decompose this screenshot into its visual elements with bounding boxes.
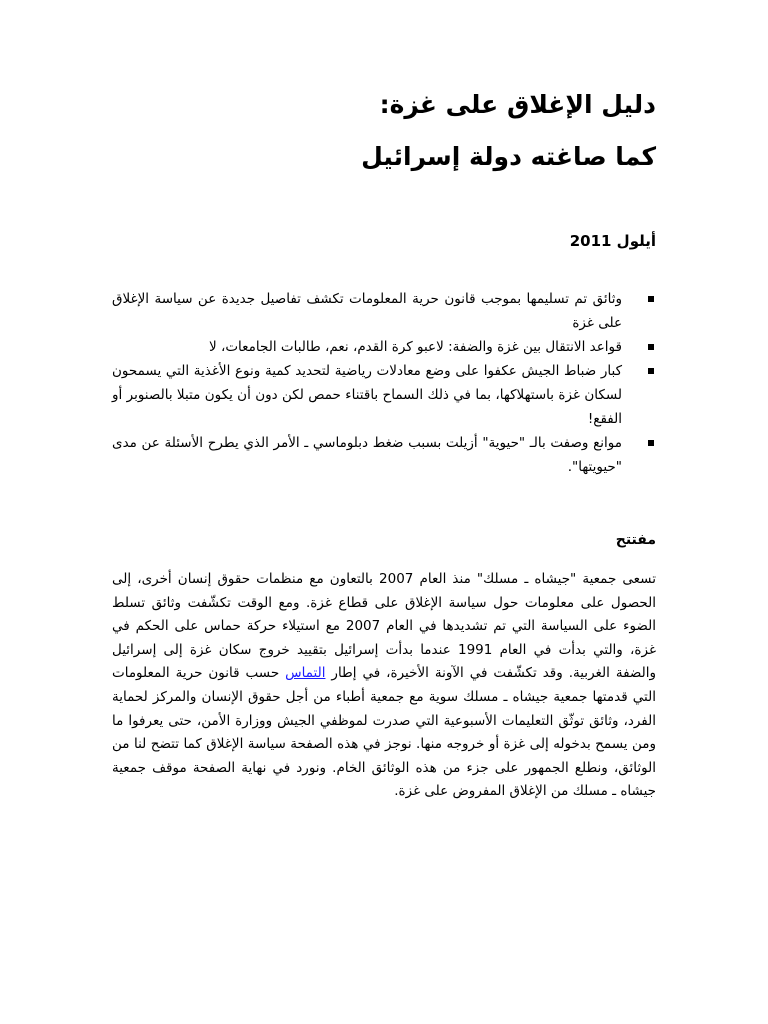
highlight-text: كبار ضباط الجيش عكفوا على وضع معادلات رياضية لتحديد كمية ونوع الأغذية التي يسمحون لسكان غزة باستهلاكها، بما في ذلك السماح باقتناء حمص لكن دون أن يكون متبلا بالصنوبر أو الفقع! bbox=[112, 363, 622, 427]
bullet-icon bbox=[648, 440, 654, 446]
publication-date: أيلول 2011 bbox=[569, 232, 656, 250]
highlight-item bbox=[112, 335, 656, 359]
highlights-list bbox=[112, 287, 656, 479]
document-subtitle: كما صاغته دولة إسرائيل bbox=[361, 142, 656, 171]
highlight-text: موانع وصفت بالـ "حيوية" أزيلت بسبب ضغط دبلوماسي ـ الأمر الذي يطرح الأسئلة عن مدى "حيويتها". bbox=[112, 435, 622, 475]
intro-paragraph bbox=[112, 568, 656, 804]
highlight-item bbox=[112, 359, 656, 431]
petition-link[interactable]: التماس bbox=[285, 665, 326, 682]
document-page bbox=[112, 0, 656, 1024]
intro-text-part2: حسب قانون حرية المعلومات التي قدمتها جمعية جيشاه ـ مسلك سوية مع جمعية أطباء من أجل حقوق الإنسان والمركز لحماية الفرد، وثائق توثّق التعليمات الأسبوعية التي صدرت لموظفي الجيش ووزارة الأمن، حتى يعرفوا ما ومن يسمح بدخوله إلى غزة أو خروجه منها. نوجز في هذه الصفحة سياسة الإغلاق كما تتضح لنا من الوثائق، ونطلع الجمهور على جزء من هذه الوثائق الخام. ونورد في نهاية الصفحة موقف جمعية جيشاه ـ مسلك من الإغلاق المفروض على غزة. bbox=[112, 665, 656, 800]
intro-heading: مفتتح bbox=[615, 532, 656, 548]
highlight-item bbox=[112, 287, 656, 335]
highlight-item bbox=[112, 431, 656, 479]
bullet-icon bbox=[648, 344, 654, 350]
document-title: دليل الإغلاق على غزة: bbox=[379, 90, 656, 119]
highlight-text: قواعد الانتقال بين غزة والضفة: لاعبو كرة القدم، نعم، طالبات الجامعات، لا bbox=[209, 339, 622, 355]
bullet-icon bbox=[648, 296, 654, 302]
intro-text-part1: تسعى جمعية "جيشاه ـ مسلك" منذ العام 2007 بالتعاون مع منظمات حقوق إنسان أخرى، إلى الحصول على معلومات حول سياسة الإغلاق على قطاع غزة. ومع الوقت تكشّفت وثائق تسلط الضوء على السياسة التي تم تشديدها في العام 2007 مع استيلاء حركة حماس على الحكم في غزة، والتي بدأت في العام 1991 عندما بدأت إسرائيل بتقييد خروج سكان غزة إلى إسرائيل والضفة الغربية. وقد تكشّفت في الآونة الأخيرة، في إطار bbox=[112, 571, 657, 682]
bullet-icon bbox=[648, 368, 654, 374]
highlight-text: وثائق تم تسليمها بموجب قانون حرية المعلومات تكشف تفاصيل جديدة عن سياسة الإغلاق على غزة bbox=[112, 291, 622, 331]
